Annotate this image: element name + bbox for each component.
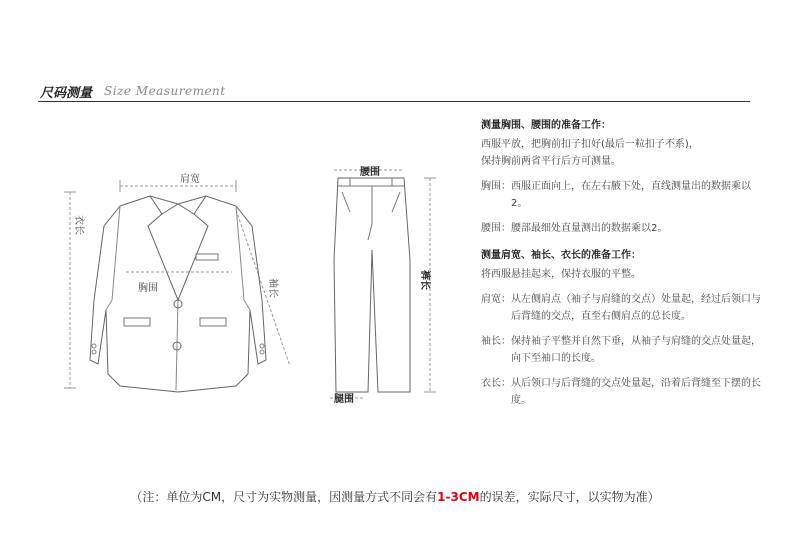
note-after: 的误差，实际尺寸，以实物为准）: [479, 490, 660, 504]
section2-title: 测量肩宽、袖长、衣长的准备工作：: [481, 250, 641, 261]
chest-instruction: [481, 178, 761, 212]
shoulder-value: 从左侧肩点（袖子与肩缝的交点）处量起，经过后领口与后背缝的交点，直至右侧肩点的总长度。: [511, 294, 761, 322]
section1-title: 测量胸围、腰围的准备工作：: [481, 120, 611, 131]
jacket-illustration: [64, 180, 290, 392]
pants-waist-label: 腰围: [360, 167, 380, 178]
shoulder-instruction: [481, 291, 761, 325]
jacket-sleeve-label: 袖长: [267, 278, 278, 298]
header-title: 尺码测量: [40, 86, 93, 101]
sleeve-instruction: [481, 333, 761, 367]
note-before: （注：单位为CM，尺寸为实物测量，因测量方式不同会有: [130, 490, 438, 504]
section1-line2: 保持胸前两省平行后方可测量。: [481, 156, 621, 167]
footer-note: [0, 488, 790, 505]
length-key: 衣长：: [481, 378, 511, 389]
section1-line1: 西服平放，把胸前扣子扣好(最后一粒扣子不系)，: [481, 139, 699, 150]
pants-length-label: 裤长: [419, 270, 430, 290]
length-instruction: [481, 375, 761, 409]
chest-key: 胸围：: [481, 181, 511, 192]
length-value: 从后领口与后背缝的交点处量起，沿着后背缝至下摆的长度。: [511, 378, 761, 406]
section2-line1: 将西服悬挂起来，保持衣服的平整。: [481, 269, 641, 280]
waist-instruction: [481, 220, 761, 237]
header-subtitle: Size Measurement: [104, 84, 226, 98]
sleeve-key: 袖长：: [481, 336, 511, 347]
pants-hem-label: 腿围: [334, 394, 354, 405]
jacket-chest-label: 胸围: [138, 283, 158, 294]
waist-value: 腰部最细处直量测出的数据乘以2。: [511, 223, 668, 234]
chest-value: 西服正面向上，在左右腋下处，直线测量出的数据乘以2。: [511, 181, 751, 209]
sleeve-value: 保持袖子平整并自然下垂，从袖子与肩缝的交点处量起，向下至袖口的长度。: [511, 336, 761, 364]
waist-key: 腰围：: [481, 223, 511, 234]
jacket-shoulder-label: 肩宽: [180, 174, 200, 185]
jacket-length-label: 衣长: [73, 215, 84, 235]
note-highlight: 1-3CM: [437, 490, 480, 504]
measurement-instructions: [481, 117, 761, 409]
shoulder-key: 肩宽：: [481, 294, 511, 305]
